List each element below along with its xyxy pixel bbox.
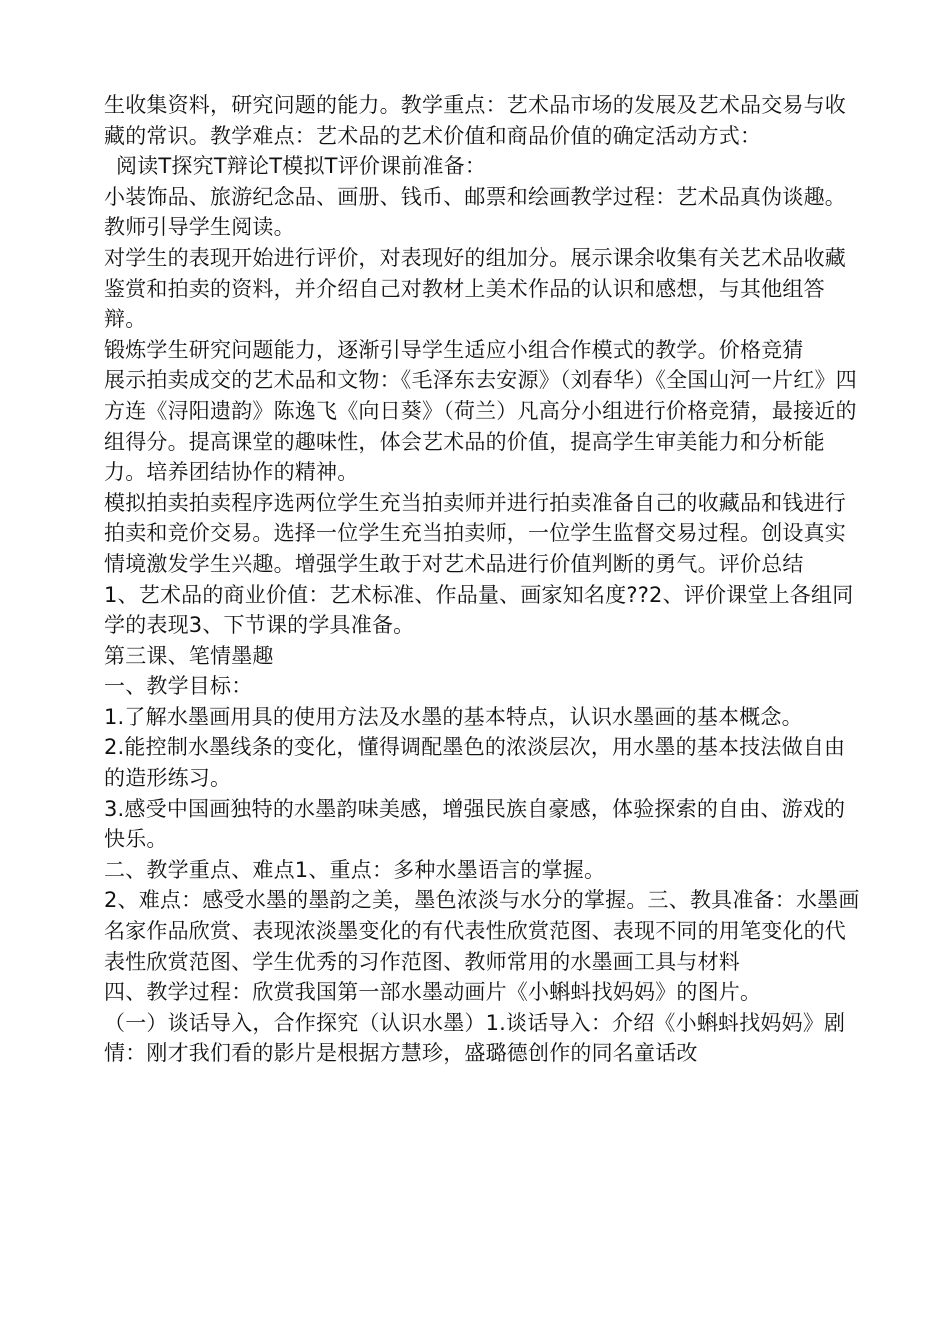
lesson-title: 第三课、笔情墨趣 bbox=[104, 643, 274, 668]
paragraph-difficulties: 2、难点：感受水墨的墨韵之美，墨色浓淡与水分的掌握。三、教具准备：水墨画名家作品欣赏、表现浓淡墨变化的有代表性欣赏范图、表现不同的用笔变化的代表性欣赏范图、学生优秀的习作范图、教师常用的水墨画工具与材料 bbox=[104, 888, 860, 974]
paragraph-price-guess: 展示拍卖成交的艺术品和文物：《毛泽东去安源》（刘春华）《全国山河一片红》四方连《浔阳遗韵》陈逸飞《向日葵》（荷兰）凡高分小组进行价格竞猜，最接近的组得分。提高课堂的趣味性，体会艺术品的价值，提高学生审美能力和分析能力。培养团结协作的精神。 bbox=[104, 368, 857, 485]
paragraph-introduction: （一）谈话导入，合作探究（认识水墨）1.谈话导入：介绍《小蝌蚪找妈妈》剧情：刚才我们看的影片是根据方慧珍，盛璐德创作的同名童话改 bbox=[104, 1010, 846, 1066]
goal-item-3: 3.感受中国画独特的水墨韵味美感，增强民族自豪感，体验探索的自由、游戏的快乐。 bbox=[104, 796, 846, 852]
paragraph-research-ability: 锻炼学生研究问题能力，逐渐引导学生适应小组合作模式的教学。价格竞猜 bbox=[104, 337, 804, 362]
paragraph-summary: 1、艺术品的商业价值：艺术标准、作品量、画家知名度??2、评价课堂上各组同学的表现3、下节课的学具准备。 bbox=[104, 582, 854, 638]
goal-item-1: 1.了解水墨画用具的使用方法及水墨的基本特点，认识水墨画的基本概念。 bbox=[104, 704, 803, 729]
paragraph-activity-methods: 阅读T探究T辩论T模拟T评价课前准备： bbox=[116, 154, 487, 179]
paragraph-preparation: 小装饰品、旅游纪念品、画册、钱币、邮票和绘画教学过程：艺术品真伪谈趣。教师引导学生阅读。 bbox=[104, 184, 846, 240]
paragraph-intro: 生收集资料，研究问题的能力。教学重点：艺术品市场的发展及艺术品交易与收藏的常识。教学难点：艺术品的艺术价值和商品价值的确定活动方式： bbox=[104, 93, 846, 148]
section-heading-process: 四、教学过程：欣赏我国第一部水墨动画片《小蝌蚪找妈妈》的图片。 bbox=[104, 980, 762, 1005]
paragraph-evaluation: 对学生的表现开始进行评价，对表现好的组加分。展示课余收集有关艺术品收藏鉴赏和拍卖的资料，并介绍自己对教材上美术作品的认识和感想，与其他组答辩。 bbox=[104, 245, 846, 332]
section-heading-key-points: 二、教学重点、难点1、重点：多种水墨语言的掌握。 bbox=[104, 857, 606, 882]
goal-item-2: 2.能控制水墨线条的变化，懂得调配墨色的浓淡层次，用水墨的基本技法做自由的造形练习。 bbox=[104, 735, 846, 791]
paragraph-mock-auction: 模拟拍卖拍卖程序选两位学生充当拍卖师并进行拍卖准备自己的收藏品和钱进行拍卖和竞价交易。选择一位学生充当拍卖师，一位学生监督交易过程。创设真实情境激发学生兴趣。增强学生敢于对艺术品进行价值判断的勇气。评价总结 bbox=[104, 490, 846, 576]
document-body bbox=[104, 90, 864, 1069]
section-heading-goals: 一、教学目标： bbox=[104, 674, 253, 699]
